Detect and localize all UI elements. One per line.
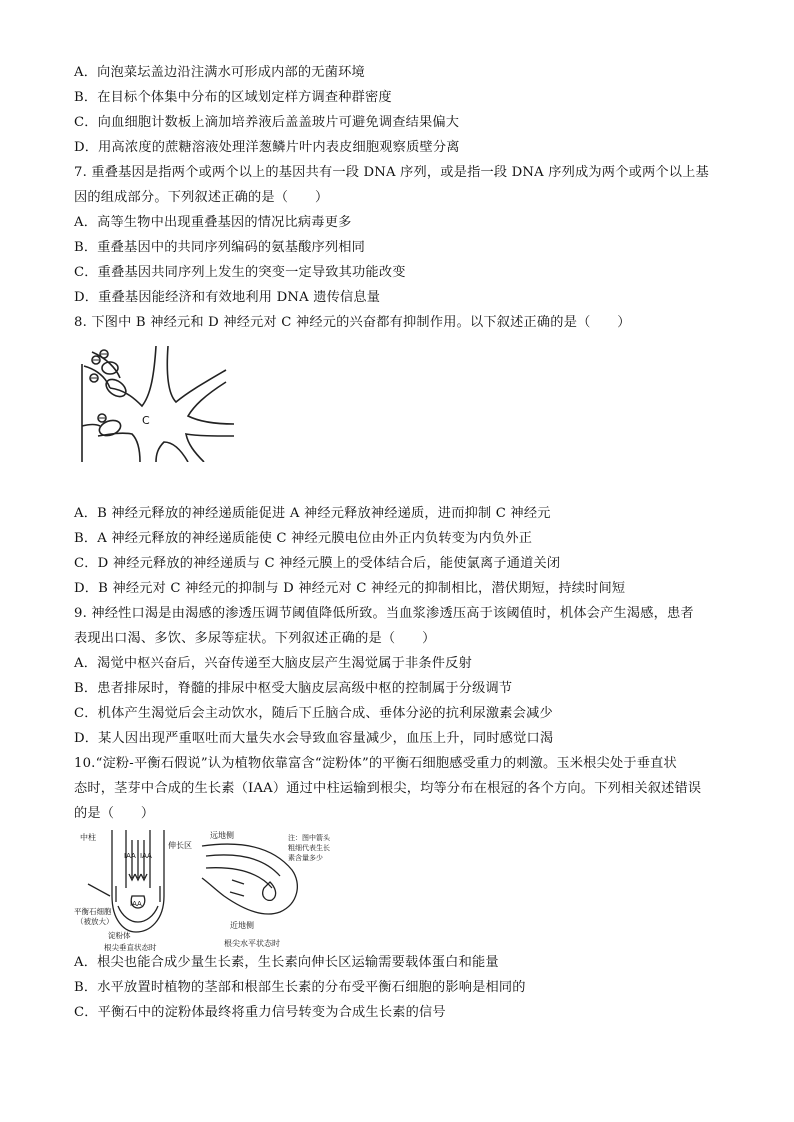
neuron-c-dendrite-top-left xyxy=(110,346,156,406)
q10-stem-line1: 10.“淀粉-平衡石假说”认为植物依靠富含“淀粉体”的平衡石细胞感受重力的刺激。玉米根尖处于垂直状 xyxy=(74,756,677,771)
q8-option-a: A．B 神经元释放的神经递质能促进 A 神经元释放神经递质，进而抑制 C 神经元 xyxy=(74,506,551,521)
neuron-c-label: C xyxy=(142,414,150,427)
neuron-c-dendrite-bottom xyxy=(156,442,188,462)
label-far-side: 远地侧 xyxy=(210,831,234,840)
horizontal-iaa-arrows xyxy=(230,880,244,896)
q8-option-b: B．A 神经元释放的神经递质能使 C 神经元膜电位由外正内负转变为内负外正 xyxy=(74,531,533,546)
q9-stem-line1: 9. 神经性口渴是由渴感的渗透压调节阈值降低所致。当血浆渗透压高于该阈值时，机体会产生渴感，患者 xyxy=(74,606,694,621)
q9-option-d: D．某人因出现严重呕吐而大量失水会导致血容量减少，血压上升，同时感觉口渴 xyxy=(74,731,554,746)
neuron-c-dendrite-bottom-right xyxy=(186,434,234,462)
synapse-knob-a xyxy=(103,376,129,400)
q9-option-b: B．患者排尿时，脊髓的排尿中枢受大脑皮层高级中枢的控制属于分级调节 xyxy=(74,681,513,696)
neuron-c-dendrite-left xyxy=(98,433,140,462)
q6-option-b: B．在目标个体集中分布的区域划定样方调查种群密度 xyxy=(74,90,392,105)
statocyte-pointer xyxy=(88,884,110,896)
q7-option-a: A．高等生物中出现重叠基因的情况比病毒更多 xyxy=(74,215,352,230)
q10-option-b: B．水平放置时植物的茎部和根部生长素的分布受平衡石细胞的影响是相同的 xyxy=(74,980,526,995)
label-elongation-zone: 伸长区 xyxy=(168,841,192,850)
q7-stem-line1: 7. 重叠基因是指两个或两个以上的基因共有一段 DNA 序列，或是指一段 DNA 序列成为两个或两个以上基 xyxy=(74,165,709,180)
label-stele: 中柱 xyxy=(80,833,96,842)
label-near-side: 近地侧 xyxy=(230,921,254,930)
q9-option-a: A．渴觉中枢兴奋后，兴奋传递至大脑皮层产生渴觉属于非条件反射 xyxy=(74,656,472,671)
q10-option-a: A．根尖也能合成少量生长素，生长素向伸长区运输需要载体蛋白和能量 xyxy=(74,955,499,970)
q7-option-b: B．重叠基因中的共同序列编码的氨基酸序列相同 xyxy=(74,240,366,255)
label-iaa-2: IAA xyxy=(140,852,152,860)
label-iaa-1: IAA xyxy=(124,852,136,860)
neuron-d-axon xyxy=(82,425,100,427)
q8-stem: 8. 下图中 B 神经元和 D 神经元对 C 神经元的兴奋都有抑制作用。以下叙述正确的是（ ） xyxy=(74,315,631,330)
q6-option-a: A．向泡菜坛盖边沿注满水可形成内部的无菌环境 xyxy=(74,65,365,80)
q7-option-d: D．重叠基因能经济和有效地利用 DNA 遗传信息量 xyxy=(74,290,381,305)
q7-stem-line2: 因的组成部分。下列叙述正确的是（ ） xyxy=(74,190,329,205)
figure-note-line3: 素含量多少 xyxy=(288,854,323,862)
q10-stem-line2: 态时，茎芽中合成的生长素（IAA）通过中柱运输到根尖，均等分布在根冠的各个方向。下列相关叙述错误 xyxy=(74,781,702,796)
q8-option-d: D．B 神经元对 C 神经元的抑制与 D 神经元对 C 神经元的抑制相比，潜伏期短，持续时间短 xyxy=(74,581,626,596)
q9-stem-line2: 表现出口渴、多饮、多尿等症状。下列叙述正确的是（ ） xyxy=(74,631,436,646)
label-vertical-state: 根尖垂直状态时 xyxy=(104,943,157,952)
root-gravitropism-diagram xyxy=(74,826,338,954)
q6-option-c: C．向血细胞计数板上滴加培养液后盖盖玻片可避免调查结果偏大 xyxy=(74,115,460,130)
figure-note-line2: 粗细代表生长 xyxy=(288,844,330,852)
label-statocyte: 平衡石细胞 xyxy=(74,907,112,916)
figure-note-line1: 注：图中箭头 xyxy=(288,834,330,842)
q8-option-c: C．D 神经元释放的神经递质与 C 神经元膜上的受体结合后，能使氯离子通道关闭 xyxy=(74,556,561,571)
q9-option-c: C．机体产生渴觉后会主动饮水，随后下丘脑合成、垂体分泌的抗利尿激素会减少 xyxy=(74,706,553,721)
q10-stem-line3: 的是（ ） xyxy=(74,806,155,821)
label-horizontal-state: 根尖水平状态时 xyxy=(224,939,280,948)
q10-option-c: C．平衡石中的淀粉体最终将重力信号转变为合成生长素的信号 xyxy=(74,1005,446,1020)
label-statocyte-note: （被放大） xyxy=(76,917,114,926)
label-amyloplast: 淀粉体 xyxy=(108,931,131,940)
q7-option-c: C．重叠基因共同序列上发生的突变一定导致其功能改变 xyxy=(74,265,406,280)
neuron-diagram xyxy=(76,344,236,462)
label-iaa-cap: IAA xyxy=(130,900,142,908)
q6-option-d: D．用高浓度的蔗糖溶液处理洋葱鳞片叶内表皮细胞观察质壁分离 xyxy=(74,140,460,155)
neuron-c-dendrite-top-right xyxy=(167,346,226,402)
